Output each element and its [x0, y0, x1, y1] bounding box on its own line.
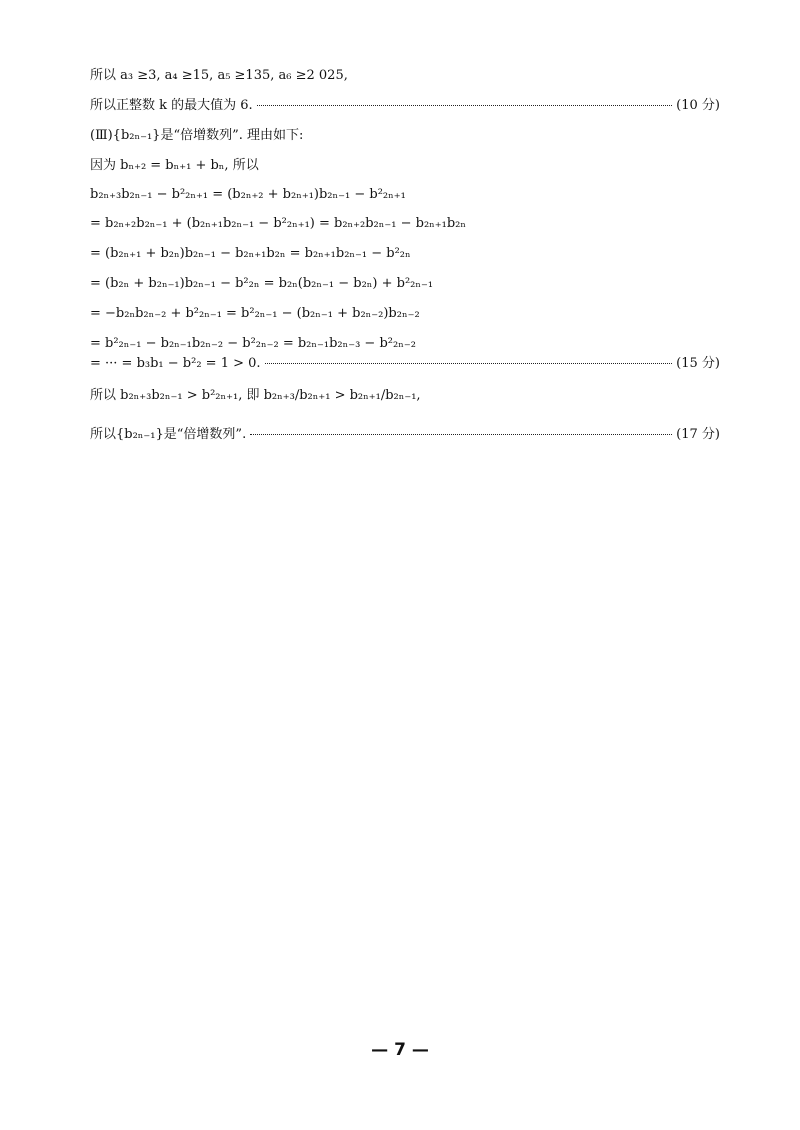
line-text: = b₂ₙ₊₂b₂ₙ₋₁ + (b₂ₙ₊₁b₂ₙ₋₁ − b²₂ₙ₊₁) = b₂ₙ₊₂b₂ₙ₋₁ − b₂ₙ₊₁b₂ₙ	[90, 216, 467, 231]
line-text: 所以正整数 k 的最大值为 6.	[90, 98, 253, 113]
score-label: (15 分)	[676, 356, 720, 371]
score-label: (10 分)	[676, 98, 720, 113]
line-text: = b²₂ₙ₋₁ − b₂ₙ₋₁b₂ₙ₋₂ − b²₂ₙ₋₂ = b₂ₙ₋₁b₂ₙ₋₃ − b²₂ₙ₋₂	[90, 336, 416, 351]
line-text: = (b₂ₙ + b₂ₙ₋₁)b₂ₙ₋₁ − b²₂ₙ = b₂ₙ(b₂ₙ₋₁ − b₂ₙ) + b²₂ₙ₋₁	[90, 276, 434, 291]
equation-line	[90, 276, 433, 292]
line-text: 所以 a₃ ≥3, a₄ ≥15, a₅ ≥135, a₆ ≥2 025,	[90, 68, 348, 83]
line-text: (Ⅲ){b₂ₙ₋₁}是“倍增数列”. 理由如下:	[90, 128, 304, 143]
equation-line	[90, 187, 406, 203]
line-text: 所以{b₂ₙ₋₁}是“倍增数列”.	[90, 427, 247, 442]
dotted-leader	[257, 105, 672, 106]
solution-line	[90, 388, 421, 404]
solution-line	[90, 68, 348, 84]
line-text: 所以 b₂ₙ₊₃b₂ₙ₋₁ > b²₂ₙ₊₁, 即 b₂ₙ₊₃/b₂ₙ₊₁ > b₂ₙ₊₁/b₂ₙ₋₁,	[90, 388, 421, 403]
line-text: = (b₂ₙ₊₁ + b₂ₙ)b₂ₙ₋₁ − b₂ₙ₊₁b₂ₙ = b₂ₙ₊₁b₂ₙ₋₁ − b²₂ₙ	[90, 246, 411, 261]
equation-line	[90, 306, 420, 322]
dotted-leader	[250, 434, 672, 435]
page-number: — 7 —	[371, 1040, 429, 1060]
equation-line	[90, 216, 466, 232]
solution-line	[90, 98, 720, 114]
equation-line	[90, 246, 411, 262]
line-text: = −b₂ₙb₂ₙ₋₂ + b²₂ₙ₋₁ = b²₂ₙ₋₁ − (b₂ₙ₋₁ + b₂ₙ₋₂)b₂ₙ₋₂	[90, 306, 420, 321]
dotted-leader	[265, 363, 673, 364]
solution-line	[90, 158, 259, 174]
line-text: b₂ₙ₊₃b₂ₙ₋₁ − b²₂ₙ₊₁ = (b₂ₙ₊₂ + b₂ₙ₊₁)b₂ₙ₋₁ − b²₂ₙ₊₁	[90, 187, 406, 202]
line-text: 因为 bₙ₊₂ = bₙ₊₁ + bₙ, 所以	[90, 158, 259, 173]
equation-line	[90, 336, 416, 352]
solution-line	[90, 427, 720, 443]
score-label: (17 分)	[676, 427, 720, 442]
solution-line	[90, 128, 303, 144]
line-text: = ··· = b₃b₁ − b²₂ = 1 > 0.	[90, 356, 261, 371]
equation-line	[90, 356, 720, 372]
